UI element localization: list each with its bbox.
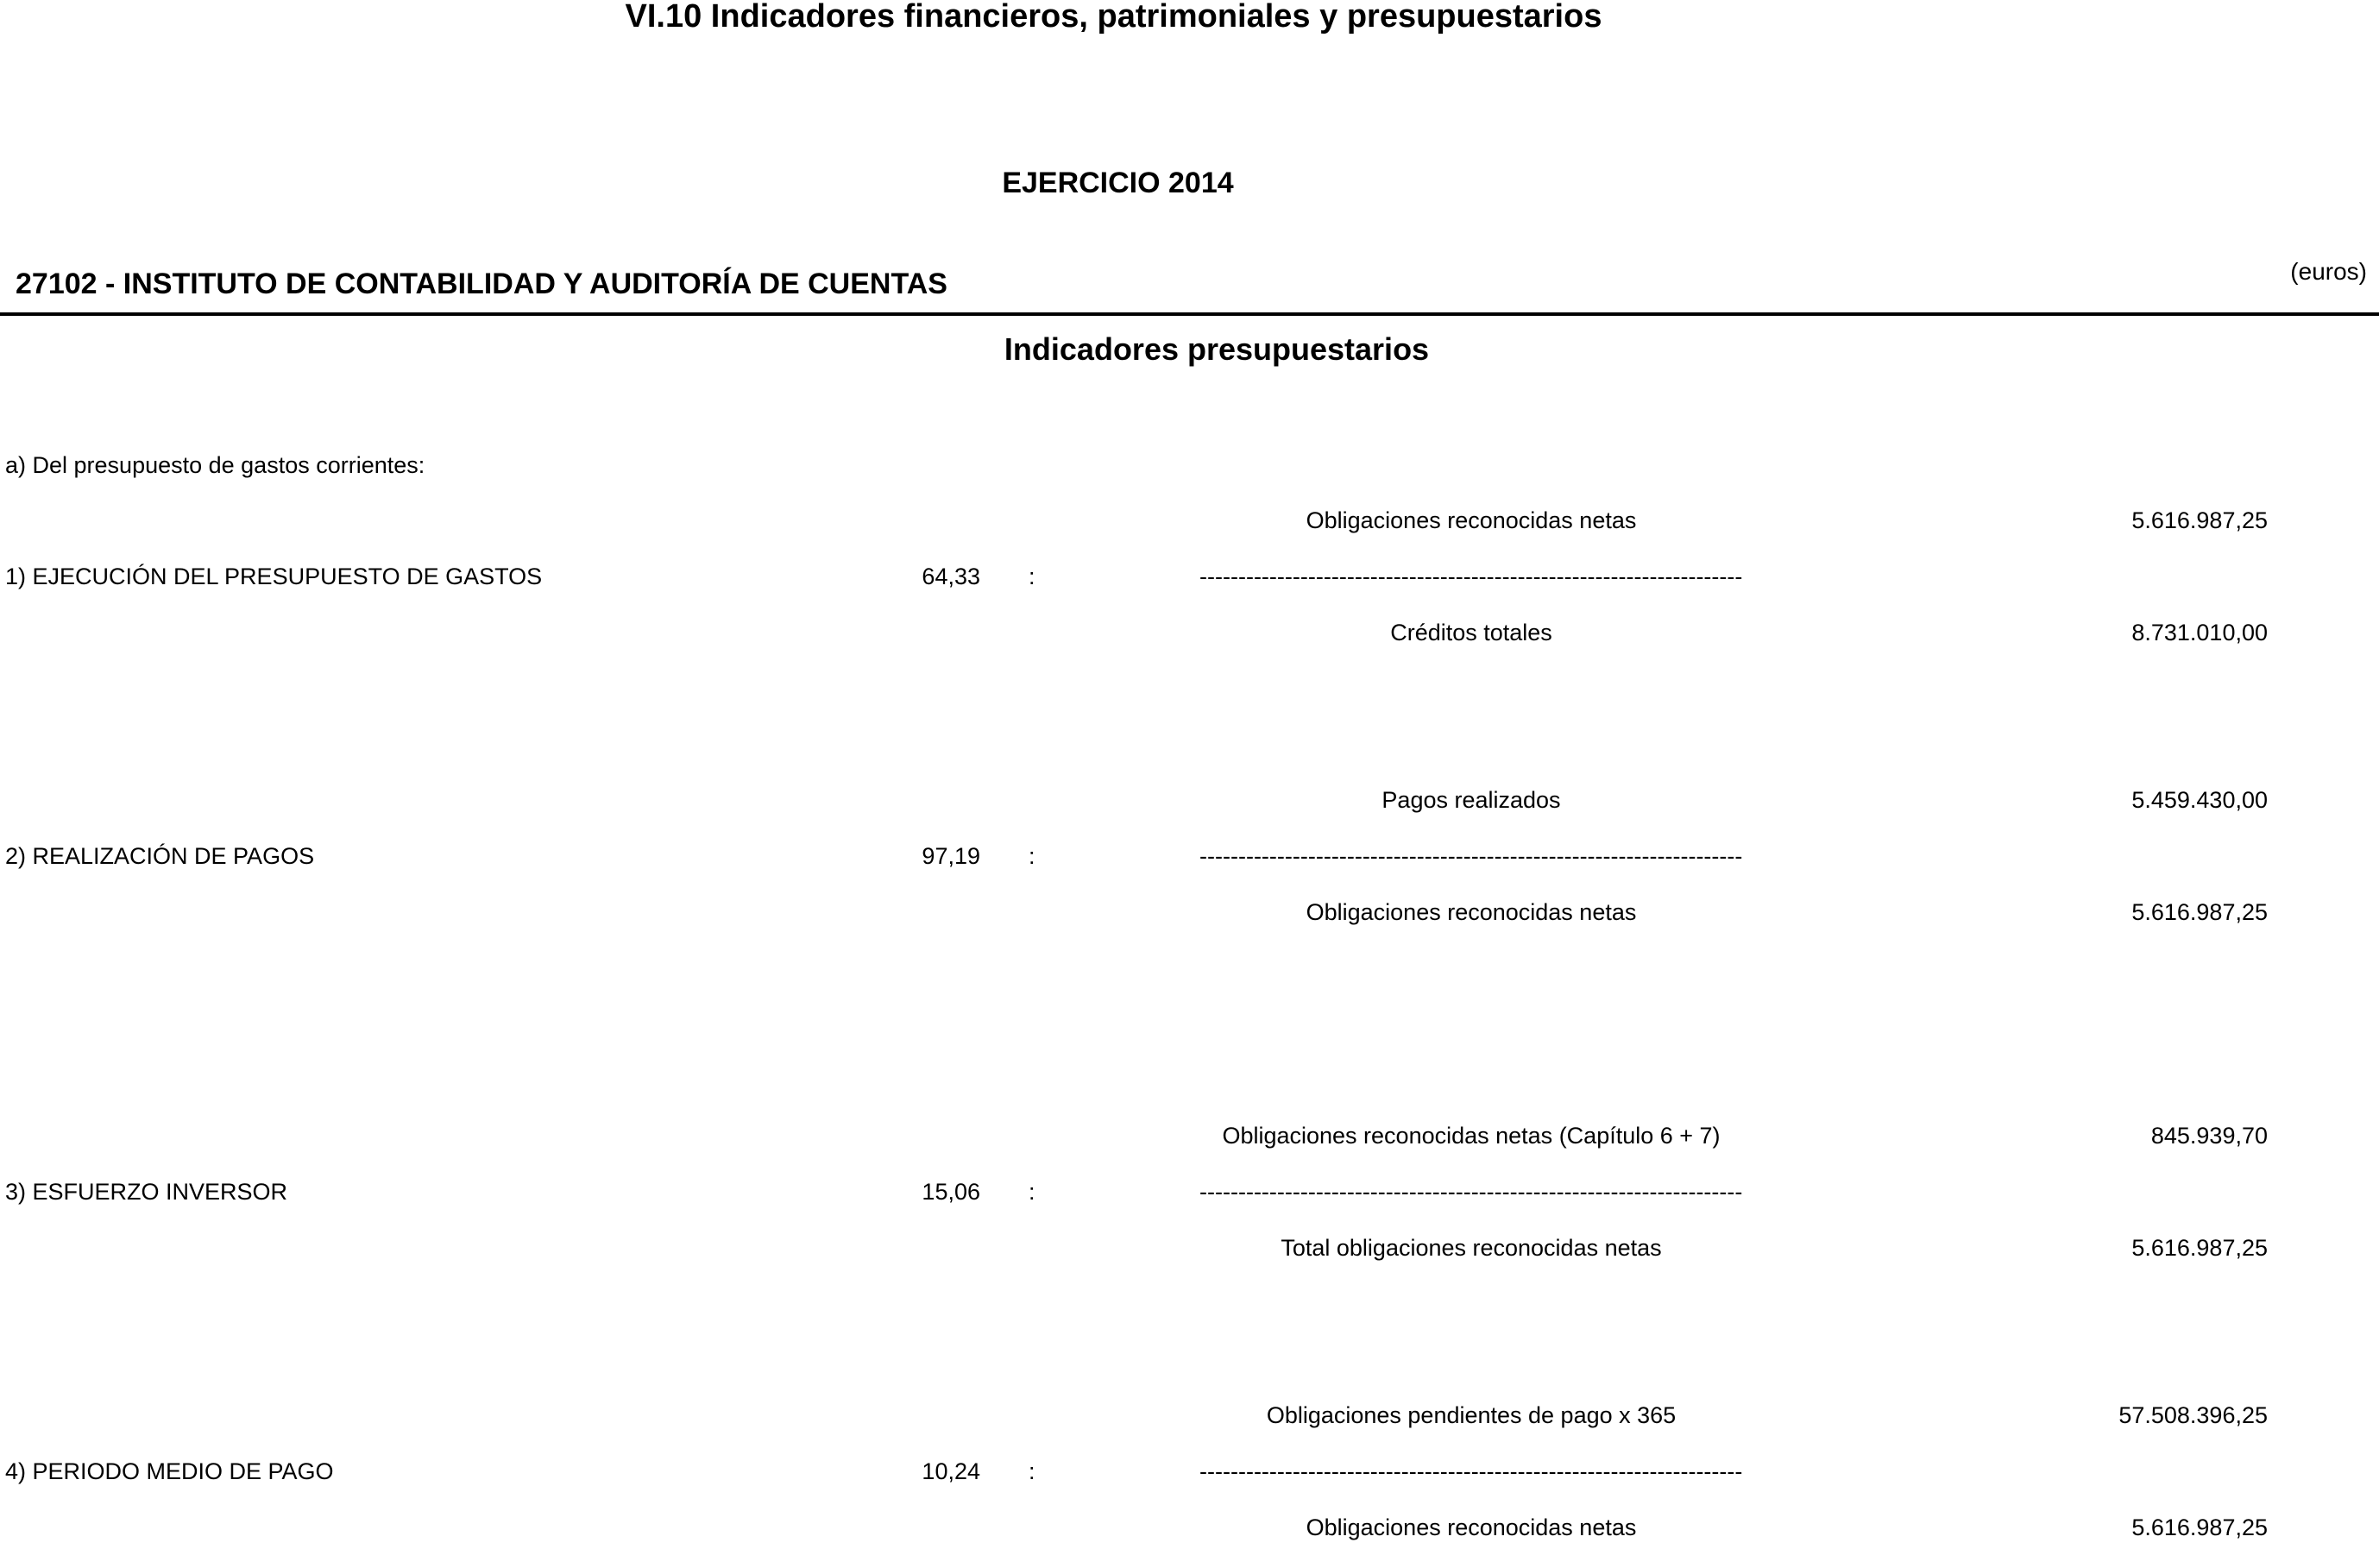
- colon-separator: :: [1029, 843, 1035, 869]
- indicator-row: [0, 1121, 2379, 1288]
- entity-name: 27102 - INSTITUTO DE CONTABILIDAD Y AUDITORÍA DE CUENTAS: [16, 268, 947, 300]
- fraction-line: ----------------------------------------------------------------------: [1199, 843, 1743, 869]
- document-title: VI.10 Indicadores financieros, patrimoniales y presupuestarios: [625, 0, 1602, 35]
- indicator-row: [0, 785, 2379, 953]
- currency-units: (euros): [2290, 258, 2367, 285]
- fraction-line: ----------------------------------------------------------------------: [1199, 1179, 1743, 1205]
- indicator-value: 15,06: [922, 1179, 980, 1205]
- indicator-value: 97,19: [922, 843, 980, 869]
- indicator-value: 64,33: [922, 564, 980, 589]
- numerator-label: Obligaciones reconocidas netas (Capítulo 6 + 7): [1222, 1123, 1721, 1149]
- denominator-label: Créditos totales: [1390, 620, 1552, 645]
- numerator-value: 5.459.430,00: [2131, 787, 2268, 813]
- denominator-value: 5.616.987,25: [2131, 899, 2268, 925]
- fraction-line: ----------------------------------------------------------------------: [1199, 564, 1743, 589]
- denominator-label: Total obligaciones reconocidas netas: [1281, 1235, 1662, 1261]
- denominator-label: Obligaciones reconocidas netas: [1306, 899, 1637, 925]
- colon-separator: :: [1029, 1179, 1035, 1205]
- fraction-line: ----------------------------------------------------------------------: [1199, 1458, 1743, 1484]
- indicator-row: [0, 1401, 2379, 1568]
- indicator-label: 3) ESFUERZO INVERSOR: [5, 1179, 288, 1205]
- indicator-row: [0, 506, 2379, 673]
- colon-separator: :: [1029, 1458, 1035, 1484]
- numerator-value: 57.508.396,25: [2118, 1402, 2268, 1428]
- numerator-value: 5.616.987,25: [2131, 507, 2268, 533]
- denominator-value: 5.616.987,25: [2131, 1514, 2268, 1540]
- section-title: Indicadores presupuestarios: [1004, 331, 1430, 367]
- indicator-label: 1) EJECUCIÓN DEL PRESUPUESTO DE GASTOS: [5, 564, 543, 589]
- indicator-value: 10,24: [922, 1458, 980, 1484]
- denominator-value: 5.616.987,25: [2131, 1235, 2268, 1261]
- numerator-value: 845.939,70: [2150, 1123, 2268, 1149]
- header-divider: [0, 312, 2379, 316]
- group-label: a) Del presupuesto de gastos corrientes:: [5, 452, 425, 478]
- numerator-label: Obligaciones reconocidas netas: [1306, 507, 1637, 533]
- indicator-label: 4) PERIODO MEDIO DE PAGO: [5, 1458, 334, 1484]
- exercise-year: EJERCICIO 2014: [1002, 167, 1234, 199]
- denominator-label: Obligaciones reconocidas netas: [1306, 1514, 1637, 1540]
- numerator-label: Pagos realizados: [1381, 787, 1561, 813]
- numerator-label: Obligaciones pendientes de pago x 365: [1266, 1402, 1677, 1428]
- indicator-label: 2) REALIZACIÓN DE PAGOS: [5, 843, 315, 869]
- denominator-value: 8.731.010,00: [2131, 620, 2268, 645]
- colon-separator: :: [1029, 564, 1035, 589]
